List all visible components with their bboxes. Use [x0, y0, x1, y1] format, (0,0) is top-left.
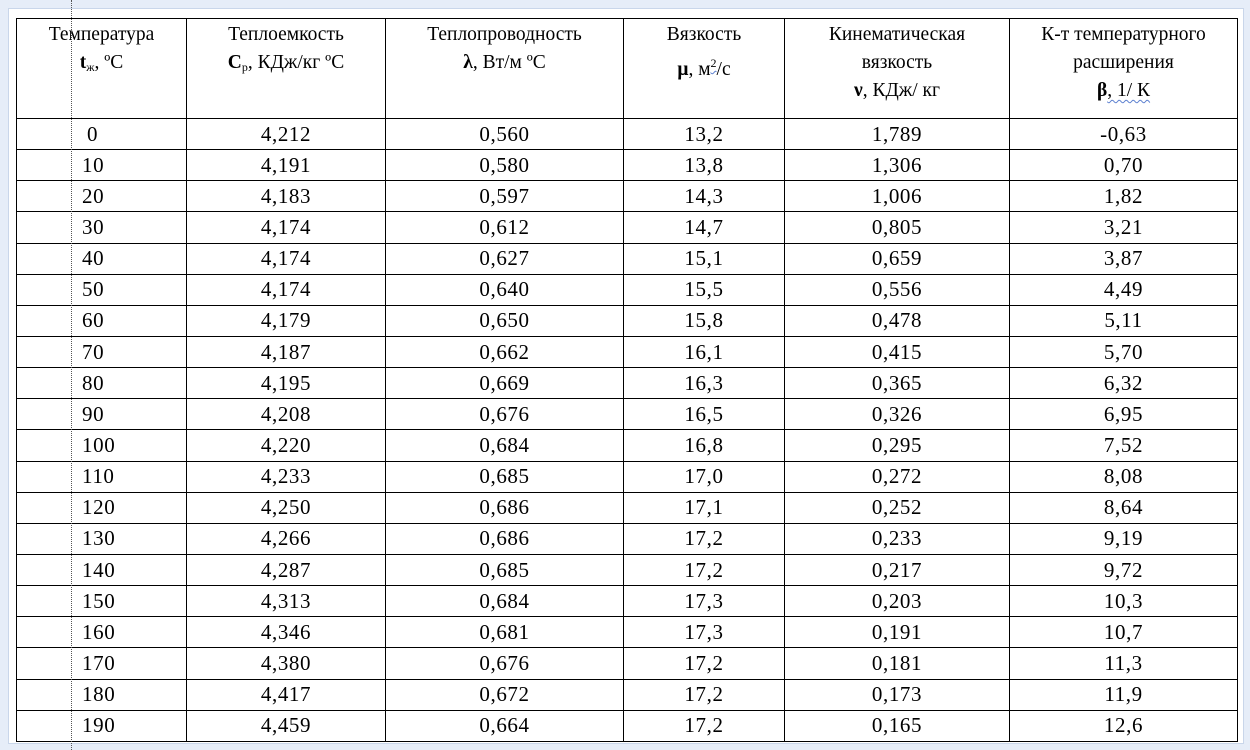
- table-row: [17, 305, 1238, 336]
- cell-temperature: 20: [17, 181, 187, 212]
- cell-heat-capacity: 4,195: [187, 368, 386, 399]
- table-row: [17, 243, 1238, 274]
- cell-thermal-conductivity: 0,664: [386, 710, 624, 741]
- cell-kinematic-viscosity: 0,659: [785, 243, 1010, 274]
- cell-viscosity: 17,3: [624, 586, 785, 617]
- table-row: [17, 586, 1238, 617]
- cell-heat-capacity: 4,313: [187, 586, 386, 617]
- cell-kinematic-viscosity: 0,233: [785, 523, 1010, 554]
- header-heat-capacity: Теплоемкость $C_p$, КДж/кг ºС: [187, 19, 386, 119]
- cell-temperature: 30: [17, 212, 187, 243]
- cell-kinematic-viscosity: 0,191: [785, 617, 1010, 648]
- cell-kinematic-viscosity: 0,217: [785, 554, 1010, 585]
- cell-heat-capacity: 4,187: [187, 336, 386, 367]
- cell-temperature: 180: [17, 679, 187, 710]
- cell-viscosity: 17,1: [624, 492, 785, 523]
- cell-heat-capacity: 4,212: [187, 119, 386, 150]
- cell-temperature: 150: [17, 586, 187, 617]
- cell-kinematic-viscosity: 0,173: [785, 679, 1010, 710]
- table-row: [17, 212, 1238, 243]
- cell-thermal-conductivity: 0,676: [386, 648, 624, 679]
- cell-kinematic-viscosity: 0,165: [785, 710, 1010, 741]
- table-row: [17, 617, 1238, 648]
- cell-thermal-conductivity: 0,672: [386, 679, 624, 710]
- header-expansion-coefficient: К-т температурного расширения β, 1/ К: [1010, 19, 1238, 119]
- cell-heat-capacity: 4,459: [187, 710, 386, 741]
- text-boundary-guide: [71, 0, 72, 750]
- cell-expansion-coefficient: 6,32: [1010, 368, 1238, 399]
- cell-kinematic-viscosity: 0,326: [785, 399, 1010, 430]
- cell-temperature: 10: [17, 150, 187, 181]
- table-body: [17, 119, 1238, 742]
- cell-thermal-conductivity: 0,686: [386, 492, 624, 523]
- cell-expansion-coefficient: 5,11: [1010, 305, 1238, 336]
- cell-temperature: 50: [17, 274, 187, 305]
- cell-thermal-conductivity: 0,627: [386, 243, 624, 274]
- cell-thermal-conductivity: 0,676: [386, 399, 624, 430]
- cell-heat-capacity: 4,179: [187, 305, 386, 336]
- header-kinematic-viscosity: Кинематическая вязкость ν, КДж/ кг: [785, 19, 1010, 119]
- cell-heat-capacity: 4,220: [187, 430, 386, 461]
- cell-kinematic-viscosity: 0,295: [785, 430, 1010, 461]
- document-page: [8, 8, 1244, 744]
- cell-thermal-conductivity: 0,669: [386, 368, 624, 399]
- cell-temperature: 80: [17, 368, 187, 399]
- table-row: [17, 119, 1238, 150]
- cell-viscosity: 16,3: [624, 368, 785, 399]
- cell-viscosity: 14,7: [624, 212, 785, 243]
- table-row: [17, 368, 1238, 399]
- cell-temperature: 70: [17, 336, 187, 367]
- table-row: [17, 648, 1238, 679]
- header-thermal-conductivity: Теплопроводность λ, Вт/м ºС: [386, 19, 624, 119]
- cell-expansion-coefficient: 4,49: [1010, 274, 1238, 305]
- cell-kinematic-viscosity: 0,203: [785, 586, 1010, 617]
- table-row: [17, 181, 1238, 212]
- cell-heat-capacity: 4,380: [187, 648, 386, 679]
- cell-viscosity: 14,3: [624, 181, 785, 212]
- cell-temperature: 190: [17, 710, 187, 741]
- cell-viscosity: 13,2: [624, 119, 785, 150]
- table-row: [17, 492, 1238, 523]
- cell-heat-capacity: 4,346: [187, 617, 386, 648]
- cell-kinematic-viscosity: 0,181: [785, 648, 1010, 679]
- cell-heat-capacity: 4,174: [187, 274, 386, 305]
- table-row: [17, 710, 1238, 741]
- cell-viscosity: 17,3: [624, 617, 785, 648]
- cell-kinematic-viscosity: 0,365: [785, 368, 1010, 399]
- cell-heat-capacity: 4,250: [187, 492, 386, 523]
- cell-heat-capacity: 4,266: [187, 523, 386, 554]
- cell-thermal-conductivity: 0,684: [386, 586, 624, 617]
- table-row: [17, 150, 1238, 181]
- cell-heat-capacity: 4,287: [187, 554, 386, 585]
- cell-thermal-conductivity: 0,685: [386, 554, 624, 585]
- cell-heat-capacity: 4,417: [187, 679, 386, 710]
- cell-expansion-coefficient: 3,21: [1010, 212, 1238, 243]
- header-row: [17, 19, 1238, 119]
- cell-kinematic-viscosity: 1,789: [785, 119, 1010, 150]
- cell-thermal-conductivity: 0,597: [386, 181, 624, 212]
- cell-temperature: 0: [17, 119, 187, 150]
- header-viscosity: Вязкость μ, $м^2/с$: [624, 19, 785, 119]
- cell-thermal-conductivity: 0,612: [386, 212, 624, 243]
- cell-viscosity: 17,2: [624, 710, 785, 741]
- table-row: [17, 554, 1238, 585]
- table-row: [17, 399, 1238, 430]
- cell-expansion-coefficient: 12,6: [1010, 710, 1238, 741]
- cell-heat-capacity: 4,233: [187, 461, 386, 492]
- cell-temperature: 40: [17, 243, 187, 274]
- cell-expansion-coefficient: 0,70: [1010, 150, 1238, 181]
- cell-expansion-coefficient: -0,63: [1010, 119, 1238, 150]
- cell-viscosity: 17,2: [624, 648, 785, 679]
- cell-kinematic-viscosity: 1,006: [785, 181, 1010, 212]
- table-row: [17, 336, 1238, 367]
- cell-viscosity: 17,2: [624, 523, 785, 554]
- cell-viscosity: 17,0: [624, 461, 785, 492]
- cell-kinematic-viscosity: 0,556: [785, 274, 1010, 305]
- table-row: [17, 461, 1238, 492]
- cell-temperature: 100: [17, 430, 187, 461]
- cell-heat-capacity: 4,174: [187, 243, 386, 274]
- cell-temperature: 110: [17, 461, 187, 492]
- cell-kinematic-viscosity: 0,252: [785, 492, 1010, 523]
- cell-viscosity: 17,2: [624, 554, 785, 585]
- cell-viscosity: 15,5: [624, 274, 785, 305]
- cell-expansion-coefficient: 8,64: [1010, 492, 1238, 523]
- cell-expansion-coefficient: 9,19: [1010, 523, 1238, 554]
- header-temperature: Температура $t_ж$, ºС: [17, 19, 187, 119]
- cell-expansion-coefficient: 1,82: [1010, 181, 1238, 212]
- cell-kinematic-viscosity: 0,272: [785, 461, 1010, 492]
- cell-viscosity: 16,1: [624, 336, 785, 367]
- cell-expansion-coefficient: 3,87: [1010, 243, 1238, 274]
- cell-temperature: 120: [17, 492, 187, 523]
- cell-heat-capacity: 4,191: [187, 150, 386, 181]
- cell-viscosity: 16,5: [624, 399, 785, 430]
- cell-viscosity: 17,2: [624, 679, 785, 710]
- cell-thermal-conductivity: 0,560: [386, 119, 624, 150]
- cell-kinematic-viscosity: 1,306: [785, 150, 1010, 181]
- cell-temperature: 170: [17, 648, 187, 679]
- cell-temperature: 130: [17, 523, 187, 554]
- cell-temperature: 140: [17, 554, 187, 585]
- cell-expansion-coefficient: 8,08: [1010, 461, 1238, 492]
- cell-thermal-conductivity: 0,684: [386, 430, 624, 461]
- cell-expansion-coefficient: 10,7: [1010, 617, 1238, 648]
- cell-expansion-coefficient: 11,3: [1010, 648, 1238, 679]
- cell-expansion-coefficient: 11,9: [1010, 679, 1238, 710]
- cell-expansion-coefficient: 6,95: [1010, 399, 1238, 430]
- cell-thermal-conductivity: 0,686: [386, 523, 624, 554]
- cell-thermal-conductivity: 0,662: [386, 336, 624, 367]
- cell-viscosity: 15,1: [624, 243, 785, 274]
- cell-thermal-conductivity: 0,640: [386, 274, 624, 305]
- cell-heat-capacity: 4,208: [187, 399, 386, 430]
- cell-temperature: 160: [17, 617, 187, 648]
- cell-thermal-conductivity: 0,650: [386, 305, 624, 336]
- cell-temperature: 90: [17, 399, 187, 430]
- table-row: [17, 679, 1238, 710]
- cell-heat-capacity: 4,174: [187, 212, 386, 243]
- cell-thermal-conductivity: 0,685: [386, 461, 624, 492]
- cell-kinematic-viscosity: 0,415: [785, 336, 1010, 367]
- cell-viscosity: 13,8: [624, 150, 785, 181]
- cell-kinematic-viscosity: 0,805: [785, 212, 1010, 243]
- cell-heat-capacity: 4,183: [187, 181, 386, 212]
- cell-expansion-coefficient: 9,72: [1010, 554, 1238, 585]
- table-row: [17, 430, 1238, 461]
- cell-viscosity: 16,8: [624, 430, 785, 461]
- cell-expansion-coefficient: 5,70: [1010, 336, 1238, 367]
- cell-thermal-conductivity: 0,681: [386, 617, 624, 648]
- cell-thermal-conductivity: 0,580: [386, 150, 624, 181]
- cell-kinematic-viscosity: 0,478: [785, 305, 1010, 336]
- cell-temperature: 60: [17, 305, 187, 336]
- cell-expansion-coefficient: 10,3: [1010, 586, 1238, 617]
- cell-expansion-coefficient: 7,52: [1010, 430, 1238, 461]
- table-row: [17, 274, 1238, 305]
- cell-viscosity: 15,8: [624, 305, 785, 336]
- table-row: [17, 523, 1238, 554]
- properties-table: [16, 18, 1238, 742]
